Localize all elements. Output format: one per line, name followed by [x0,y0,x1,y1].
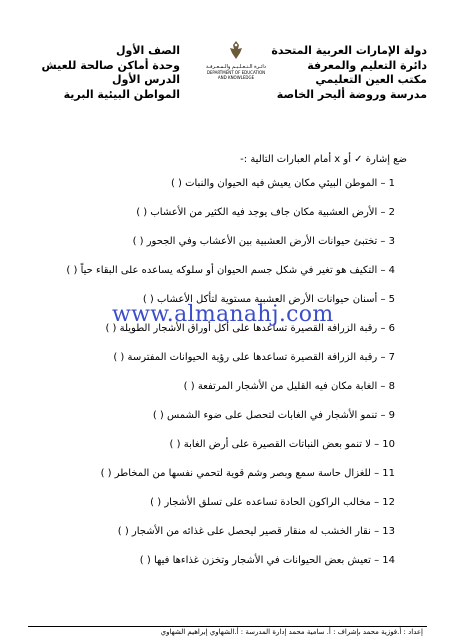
question-11: 11 – للغزال حاسة سمع وبصر وشم قوية لتحمي نفسها من المخاطر ( ) [100,468,395,479]
watermark-url: www.almanahj.com [112,302,334,327]
footer-credits: إعداد : أ.فوزية محمد بإشراف : أ. سامية محمد إدارة المدرسة : أ.الشهاوي إبراهيم الشهاوي [160,628,423,636]
question-4: 4 – التكيف هو تغير في شكل جسم الحيوان أو سلوكه يساعده على البقاء حياً ( ) [66,265,395,276]
header-grade: الصف الأول [115,44,180,57]
header-unit: وحدة أماكن صالحة للعيش [41,58,180,72]
question-14: 14 – تعيش بعض الحيوانات في الأشجار وتخزن غذاءها فيها ( ) [139,555,395,566]
question-7: 7 – رقبة الزرافة القصيرة تساعدها على رؤية الحيوانات المفترسة ( ) [113,352,395,363]
header-country: دولة الإمارات العربية المتحدة [271,44,427,57]
header-lesson: الدرس الأول [112,73,180,86]
question-9: 9 – تنمو الأشجار في الغابات لتحصل على ضوء الشمس ( ) [152,410,395,421]
question-8: 8 – الغابة مكان فيه القليل من الأشجار المرتفعة ( ) [183,381,395,392]
lesson-header [30,44,180,102]
question-12: 12 – مخالب الراكون الحادة تساعده على تسلق الأشجار ( ) [150,497,395,508]
question-5: 5 – أسنان حيوانات الأرض العشبية مستوية لتأكل الأعشاب ( ) [142,294,395,305]
header-department: دائرة التعليم والمعرفة [307,58,427,72]
logo-english-text-2: AND KNOWLEDGE [217,75,255,80]
header-lesson-title: المواطن البيئية البرية [63,87,180,101]
logo-arabic-text: دائـرة الـتـعـلـيـم والـمـعـرفـة [206,64,266,70]
logo-english-text-1: DEPARTMENT OF EDUCATION [206,70,266,75]
department-logo [196,40,276,86]
header-school: مدرسة وروضة أليحر الخاصة [276,87,427,101]
question-1: 1 – الموطن البيئي مكان يعيش فيه الحيوان والنبات ( ) [170,178,395,189]
school-header [271,44,427,102]
question-10: 10 – لا تنمو بعض النباتات القصيرة على أرض الغابة ( ) [169,439,395,450]
instruction-text: ضع إشارة ✓ أو x أمام العبارات التالية :- [240,154,407,165]
footer-divider [28,626,427,627]
question-2: 2 – الأرض العشبية مكان جاف يوجد فيه الكثير من الأعشاب ( ) [136,207,395,218]
question-6: 6 – رقبة الزرافة القصيرة تساعدها على أكل أوراق الأشجار الطويلة ( ) [105,323,395,334]
question-3: 3 – تختبئ حيوانات الأرض العشبية بين الأعشاب وفي الجحور ( ) [132,236,395,247]
question-13: 13 – نقار الخشب له منقار قصير ليحصل على غذائه من الأشجار ( ) [117,526,395,537]
falcon-emblem-icon [227,40,245,60]
header-office: مكتب العين التعليمي [315,73,427,86]
